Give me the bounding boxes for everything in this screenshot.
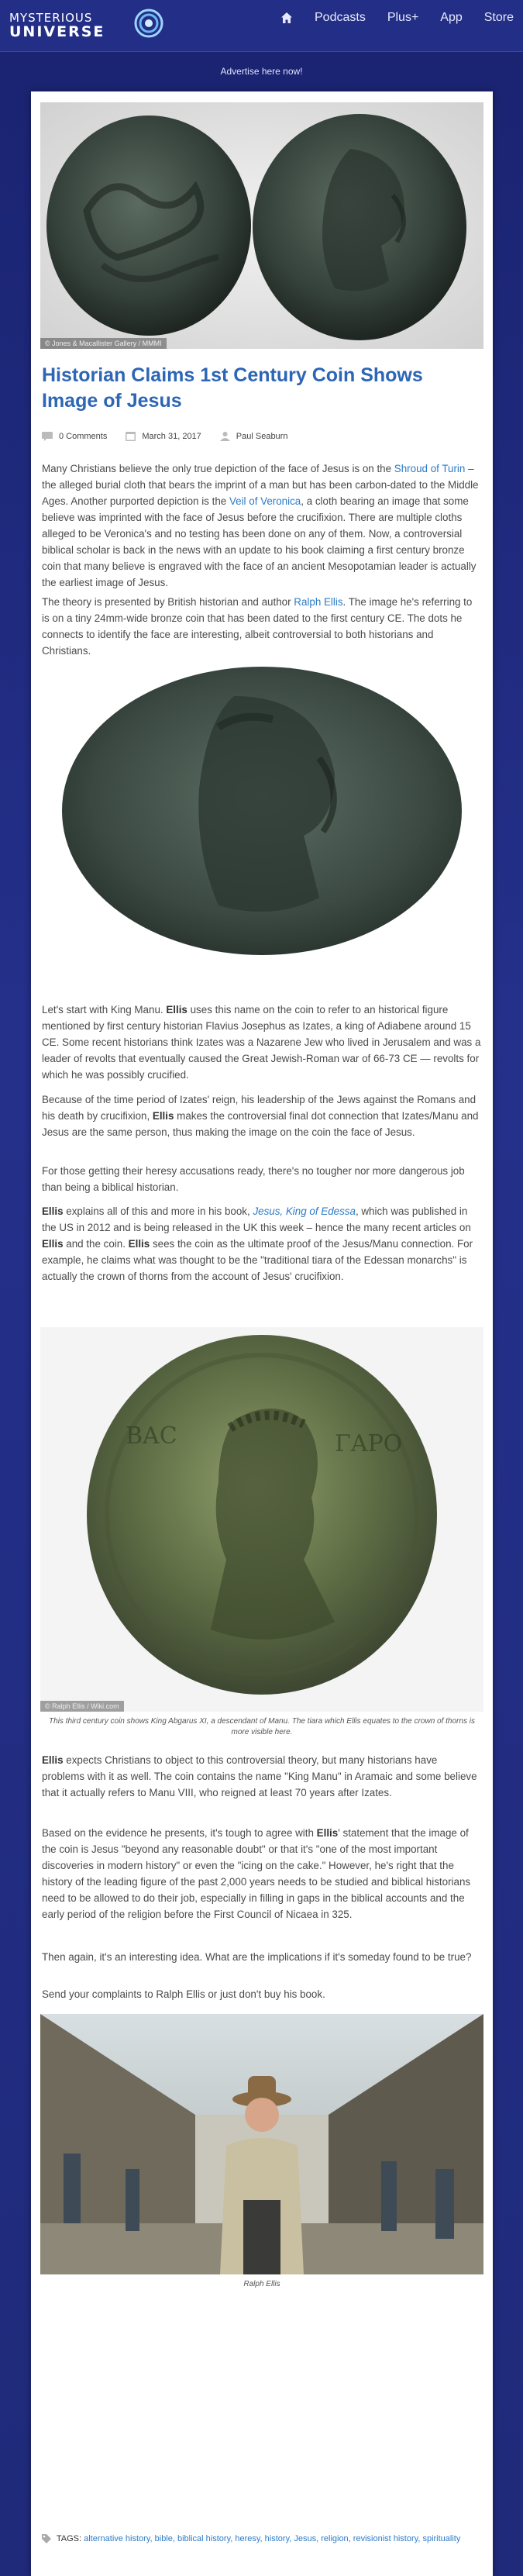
tags-section [42, 2532, 476, 2546]
p8-text-a: Based on the evidence he presents, it's tough to agree with [42, 1827, 317, 1839]
coin-caption: This third century coin shows King Abgarus XI, a descendant of Manu. The tiara which Ellis equates to the crown of thorns is more visible here. [49, 1717, 475, 1736]
author-name[interactable]: Paul Seaburn [236, 431, 288, 441]
coin-face-closeup [40, 665, 483, 960]
paragraph-1 [42, 460, 482, 591]
post-date: March 31, 2017 [142, 431, 201, 441]
svg-text:ΓΑΡΟ: ΓΑΡΟ [335, 1430, 403, 1457]
p6-text-b: , which was published in the US in 2012 and is being released in the UK this week – hence the many recent articles on [42, 1205, 471, 1233]
logo-line2: UNIVERSE [9, 23, 105, 40]
market-street-photo [40, 2014, 483, 2274]
advertise-link[interactable]: Advertise here now! [220, 66, 303, 77]
main-nav [280, 11, 514, 25]
paragraph-9: Then again, it's an interesting idea. What are the implications if it's someday found to be true? [42, 1951, 472, 1963]
paragraph-2 [42, 594, 482, 659]
p6-text-a: explains all of this and more in his book, [63, 1205, 253, 1217]
paragraph-8 [42, 1825, 482, 1923]
p7-ellis: Ellis [42, 1754, 64, 1766]
site-header [0, 0, 523, 52]
p6-text-c: and the coin. [63, 1238, 129, 1250]
article-meta [42, 431, 306, 441]
coin-image-credit: © Ralph Ellis / Wiki.com [40, 1701, 124, 1712]
p4-text-b: makes the controversial final dot connection that Izates/Manu and Jesus are the same person, thus making the image on the coin the face of Jesus. [42, 1110, 479, 1138]
paragraph-4 [42, 1091, 482, 1140]
p1-text-c: , a cloth bearing an image that some believe was imprinted with the face of Jesus before the crucifixion. There are multiple cloths alleged to be Veronica's and no testing has been done on any of them. Now, a controversial biblical scholar is back in the news with an update to his book claiming a first century bronze coin that many believe is engraved with the face of an ancient Mesopotamian leader is actually the earliest image of Jesus. [42, 495, 477, 588]
site-logo[interactable] [9, 8, 164, 43]
logo-text [9, 11, 105, 40]
coin-closeup-image [40, 665, 483, 960]
p6-ellis-3: Ellis [128, 1238, 150, 1250]
nav-plus[interactable]: Plus+ [387, 11, 419, 24]
p6-text-d: sees the coin as the ultimate proof of the Jesus/Manu connection. For example, he claims what was thought to be the "traditional tiara of the Edessan monarchs" is actually the crown of thorns from the account of Jesus' crucifixion. [42, 1238, 473, 1282]
author-meta[interactable] [220, 431, 288, 441]
paragraph-7 [42, 1752, 482, 1801]
paragraph-3 [42, 1002, 482, 1083]
abgarus-coin [40, 1327, 483, 1712]
p3-text-b: uses this name on the coin to refer to an historical figure mentioned by first century historian Flavius Josephus as Izates, a king of Adiabene around 15 CE. Some recent historians think Izates was a Nazarene Jew who lived in Jerusalem and was a leader of revolts that eventually caused the Great Jewish-Roman war of 66-73 CE — revolts for which he was possibly crucified. [42, 1004, 481, 1081]
nav-app[interactable]: App [440, 11, 463, 24]
user-icon [220, 431, 230, 441]
link-ralph-ellis[interactable]: Ralph Ellis [294, 596, 343, 608]
logo-line1: MYSTERIOUS [9, 11, 93, 25]
p4-ellis: Ellis [152, 1110, 174, 1122]
paragraph-10: Send your complaints to Ralph Ellis or just don't buy his book. [42, 1988, 325, 2000]
photo-caption: Ralph Ellis [243, 2280, 280, 2288]
p4-text-a: Because of the time period of Izates' reign, his leadership of the Jews against the Romans and his death by crucifixion, [42, 1094, 477, 1122]
p1-text-b: – the alleged burial cloth that bears the imprint of a man but has been carbon-dated to the Middle Ages. Another purported depiction is the [42, 463, 479, 507]
nav-store[interactable]: Store [483, 11, 514, 24]
date-meta [126, 431, 201, 441]
link-veil-of-veronica[interactable]: Veil of Veronica [229, 495, 301, 507]
article-card [31, 91, 493, 2576]
p6-ellis-2: Ellis [42, 1238, 64, 1250]
tags-list[interactable]: alternative history, bible, biblical history, heresy, history, Jesus, religion, revisionist history, spirituality [84, 2534, 461, 2543]
ralph-ellis-photo [40, 2014, 483, 2274]
p6-ellis: Ellis [42, 1205, 64, 1217]
p1-text-a: Many Christians believe the only true depiction of the face of Jesus is on the [42, 463, 394, 474]
hero-image-credit: © Jones & Macallister Gallery / MMMI [40, 338, 167, 349]
p3-ellis: Ellis [166, 1004, 188, 1016]
p8-text-b: ' statement that the image of the coin is Jesus "beyond any reasonable doubt" or that it's "one of the most important discoveries in modern history" or even the "icing on the cake." However, he's right that the history of the leading figure of the past 2,000 years needs to be studied and biblical historians need to be allowed to do their job, especially in filling in gaps in the biblical accounts and the early period of the religion before the First Council of Nicaea in 325. [42, 1827, 471, 1920]
tags-label: TAGS: [56, 2534, 82, 2543]
nav-podcasts[interactable]: Podcasts [315, 11, 366, 24]
article-title: Historian Claims 1st Century Coin Shows Image of Jesus [42, 364, 423, 412]
coin-pair-image [40, 102, 483, 349]
paragraph-6 [42, 1203, 482, 1285]
tag-icon [42, 2534, 51, 2543]
link-shroud-of-turin[interactable]: Shroud of Turin [394, 463, 466, 474]
comment-icon [42, 432, 53, 441]
home-icon[interactable] [280, 12, 293, 24]
calendar-icon [126, 431, 136, 441]
svg-text:BAC: BAC [126, 1422, 177, 1450]
p2-text-a: The theory is presented by British historian and author [42, 596, 294, 608]
p7-text-a: expects Christians to object to this controversial theory, but many historians have problems with it as well. The coin contains the name "King Manu" in Aramaic and some believe that it actually refers to Manu VIII, who reigned at least 70 years after Izates. [42, 1754, 477, 1798]
link-book-jesus-king-of-edessa[interactable]: Jesus, King of Edessa [253, 1205, 356, 1217]
hero-image [40, 102, 483, 349]
abgarus-coin-image [40, 1327, 483, 1712]
p2-text-b: . The image he's referring to is on a tiny 24mm-wide bronze coin that has been dated to the first century CE. The dots he connects to identify the face are interesting, albeit controversial to both historians and Christians. [42, 596, 473, 657]
logo-spiral-icon [133, 8, 164, 39]
comments-count[interactable]: 0 Comments [59, 431, 108, 441]
p3-text-a: Let's start with King Manu. [42, 1004, 167, 1016]
comments-meta[interactable] [42, 432, 107, 441]
p8-ellis: Ellis [316, 1827, 339, 1839]
paragraph-5: For those getting their heresy accusations ready, there's no tougher nor more dangerous job than being a biblical historian. [42, 1165, 465, 1193]
